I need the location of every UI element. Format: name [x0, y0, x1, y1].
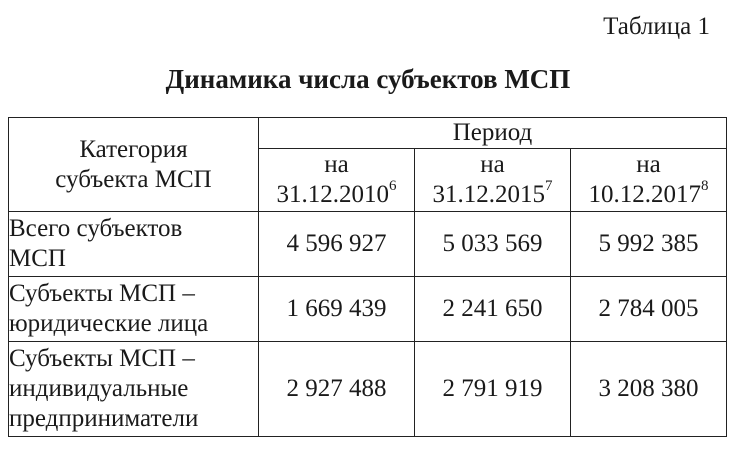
footnote-mark: 6	[389, 177, 397, 194]
value-cell: 5 033 569	[415, 212, 571, 277]
period-prefix: на	[636, 151, 661, 178]
category-header-line: Категория	[79, 135, 188, 163]
period-header: Период	[259, 118, 727, 149]
table-row	[9, 212, 727, 277]
value-cell: 4 596 927	[259, 212, 415, 277]
table-row	[9, 277, 727, 342]
row-label	[9, 212, 259, 277]
value-cell: 2 791 919	[415, 342, 571, 437]
period-date: 10.12.2017	[588, 181, 701, 208]
period-date: 31.12.2015	[432, 181, 545, 208]
period-date-header	[259, 149, 415, 212]
category-header	[9, 118, 259, 212]
row-label-line: Субъекты МСП –	[9, 280, 195, 307]
header-row-period	[9, 118, 727, 149]
footnote-mark: 7	[545, 177, 553, 194]
value-cell: 3 208 380	[571, 342, 727, 437]
footnote-mark: 8	[701, 177, 709, 194]
value-cell: 2 927 488	[259, 342, 415, 437]
period-date: 31.12.2010	[276, 181, 389, 208]
category-header-line: субъекта МСП	[55, 165, 212, 193]
row-label	[9, 342, 259, 437]
data-table	[8, 117, 727, 437]
table-row	[9, 342, 727, 437]
row-label-line: индивидуальные	[9, 375, 189, 402]
row-label-line: МСП	[9, 245, 66, 272]
value-cell: 2 784 005	[571, 277, 727, 342]
value-cell: 5 992 385	[571, 212, 727, 277]
period-prefix: на	[480, 151, 505, 178]
period-date-header	[571, 149, 727, 212]
row-label-line: Всего субъектов	[9, 215, 183, 242]
row-label-line: юридические лица	[9, 310, 209, 337]
table-title: Динамика числа субъектов МСП	[165, 64, 571, 94]
value-cell: 1 669 439	[259, 277, 415, 342]
row-label	[9, 277, 259, 342]
period-date-header	[415, 149, 571, 212]
row-label-line: Субъекты МСП –	[9, 345, 195, 372]
row-label-line: предприниматели	[9, 405, 199, 432]
value-cell: 2 241 650	[415, 277, 571, 342]
period-prefix: на	[324, 151, 349, 178]
table-number: Таблица 1	[603, 13, 710, 40]
